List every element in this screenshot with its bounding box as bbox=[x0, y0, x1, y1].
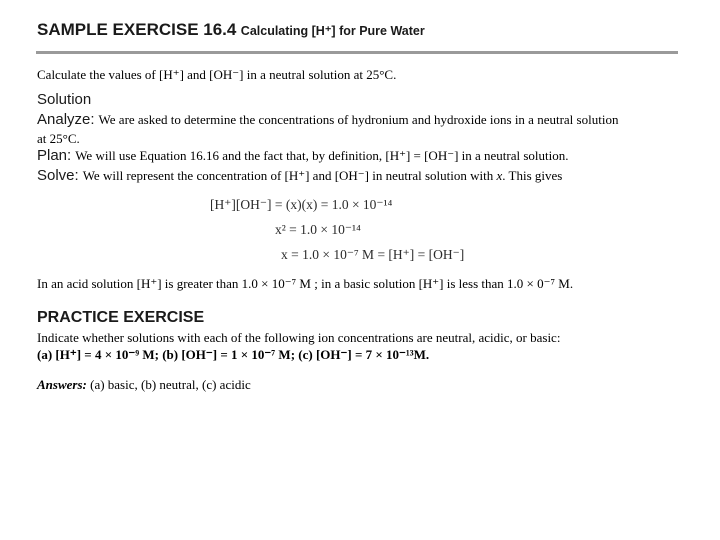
exercise-title bbox=[37, 20, 425, 40]
plan-label: Plan: bbox=[37, 147, 72, 164]
plan-text: We will use Equation 16.16 and the fact that, by definition, [H⁺] = [OH⁻] in a neutral solution. bbox=[75, 148, 569, 163]
problem-statement: Calculate the values of [H⁺] and [OH⁻] in a neutral solution at 25°C. bbox=[37, 67, 397, 82]
analyze-line bbox=[37, 111, 618, 129]
analyze-continuation: at 25°C. bbox=[37, 131, 80, 146]
practice-prompt: Indicate whether solutions with each of the following ion concentrations are neutral, acidic, or basic: bbox=[37, 330, 561, 345]
title-divider bbox=[36, 51, 678, 54]
solve-text-a: We will represent the concentration of [H⁺] and [OH⁻] in neutral solution with bbox=[82, 168, 494, 183]
answers-text: (a) basic, (b) neutral, (c) acidic bbox=[90, 377, 251, 392]
plan-line bbox=[37, 147, 569, 165]
conclusion: In an acid solution [H⁺] is greater than 1.0 × 10⁻⁷ M ; in a basic solution [H⁺] is less than 1.0 × 0⁻⁷ M. bbox=[37, 276, 574, 291]
solution-heading: Solution bbox=[37, 91, 92, 108]
solve-line bbox=[37, 167, 562, 185]
analyze-label: Analyze: bbox=[37, 111, 95, 128]
analyze-text: We are asked to determine the concentrations of hydronium and hydroxide ions in a neutral solution bbox=[98, 112, 619, 127]
answers-label: Answers: bbox=[37, 377, 87, 392]
equation-1: [H⁺][OH⁻] = (x)(x) = 1.0 × 10⁻¹⁴ bbox=[210, 197, 393, 212]
solve-text-b: . This gives bbox=[502, 168, 563, 183]
exercise-subtitle: Calculating [H⁺] for Pure Water bbox=[240, 24, 425, 38]
answers-line bbox=[37, 377, 251, 393]
solve-text bbox=[83, 168, 563, 183]
practice-parts: (a) [H⁺] = 4 × 10⁻⁹ M; (b) [OH⁻] = 1 × 10⁻⁷ M; (c) [OH⁻] = 7 × 10⁻¹³M. bbox=[37, 347, 430, 362]
solve-variable: x bbox=[496, 168, 503, 183]
equation-2: x² = 1.0 × 10⁻¹⁴ bbox=[275, 222, 361, 237]
solve-label: Solve: bbox=[37, 167, 79, 184]
exercise-number: SAMPLE EXERCISE 16.4 bbox=[37, 20, 237, 39]
equation-3: x = 1.0 × 10⁻⁷ M = [H⁺] = [OH⁻] bbox=[281, 247, 465, 262]
practice-heading: PRACTICE EXERCISE bbox=[37, 309, 205, 326]
